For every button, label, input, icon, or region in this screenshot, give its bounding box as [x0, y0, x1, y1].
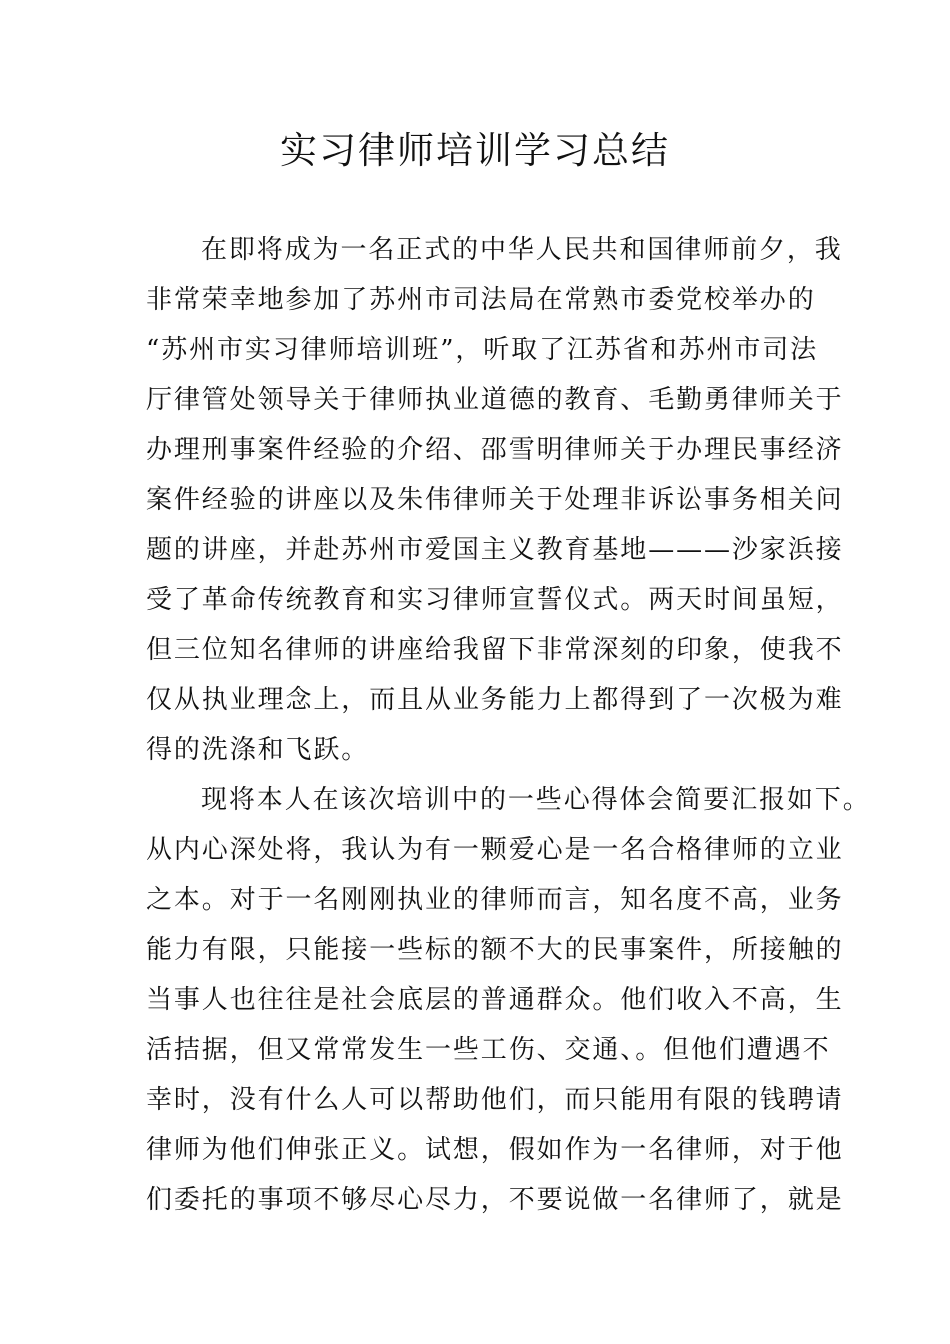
body-line: 案件经验的讲座以及朱伟律师关于处理非诉讼事务相关问 — [146, 485, 844, 515]
body-line: “苏州市实习律师培训班”，听取了江苏省和苏州市司法 — [146, 335, 819, 365]
body-line: 厅律管处领导关于律师执业道德的教育、毛勤勇律师关于 — [146, 385, 844, 415]
body-line: 在即将成为一名正式的中华人民共和国律师前夕，我 — [201, 235, 843, 265]
body-line: 当事人也往往是社会底层的普通群众。他们收入不高，生 — [146, 985, 844, 1015]
body-line: 律师为他们伸张正义。试想，假如作为一名律师，对于他 — [146, 1135, 844, 1165]
body-line: 能力有限，只能接一些标的额不大的民事案件，所接触的 — [146, 935, 844, 965]
body-line: 非常荣幸地参加了苏州市司法局在常熟市委党校举办的 — [146, 285, 816, 315]
body-line: 仅从执业理念上，而且从业务能力上都得到了一次极为难 — [146, 685, 844, 715]
body-line: 但三位知名律师的讲座给我留下非常深刻的印象，使我不 — [146, 635, 844, 665]
body-line: 们委托的事项不够尽心尽力，不要说做一名律师了，就是 — [146, 1185, 844, 1215]
body-line: 题的讲座，并赴苏州市爱国主义教育基地———沙家浜接 — [146, 535, 844, 565]
body-line: 受了革命传统教育和实习律师宣誓仪式。两天时间虽短， — [146, 585, 844, 615]
body-line: 之本。对于一名刚刚执业的律师而言，知名度不高，业务 — [146, 885, 844, 915]
body-line: 活拮据，但又常常发生一些工伤、交通、。但他们遭遇不 — [146, 1035, 831, 1065]
document-title: 实习律师培训学习总结 — [280, 129, 670, 172]
body-line: 现将本人在该次培训中的一些心得体会简要汇报如下。 — [201, 785, 871, 815]
body-line: 办理刑事案件经验的介绍、邵雪明律师关于办理民事经济 — [146, 435, 844, 465]
body-line: 幸时，没有什么人可以帮助他们，而只能用有限的钱聘请 — [146, 1085, 844, 1115]
body-line: 得的洗涤和飞跃。 — [146, 735, 370, 765]
body-line: 从内心深处将，我认为有一颗爱心是一名合格律师的立业 — [146, 835, 844, 865]
